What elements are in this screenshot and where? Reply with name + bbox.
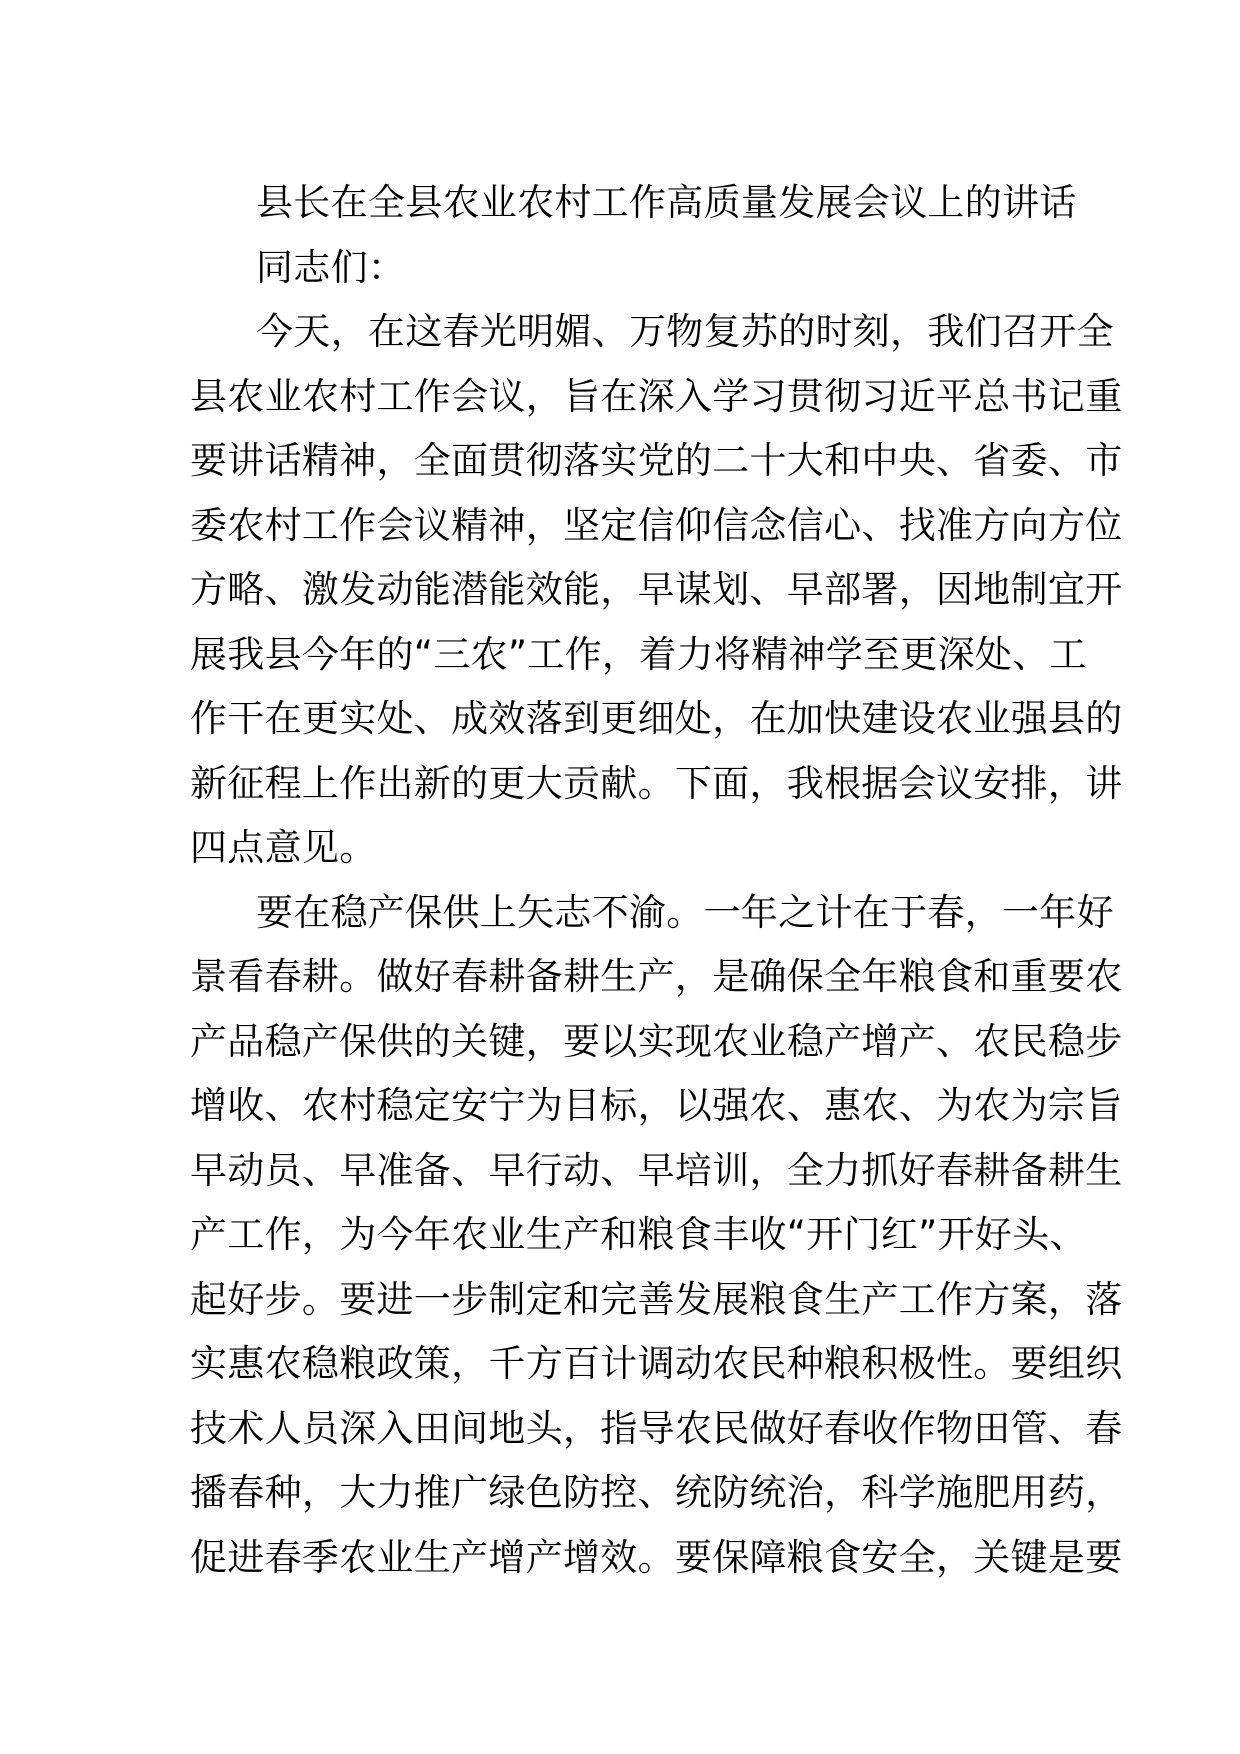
paragraph-line: 展我县今年的“三农”工作，着力将精神学至更深处、工 — [190, 632, 1087, 676]
paragraph-line: 技术人员深入田间地头，指导农民做好春收作物田管、春 — [190, 1406, 1123, 1450]
paragraph-line: 新征程上作出新的更大贡献。下面，我根据会议安排，讲 — [190, 761, 1123, 805]
paragraph-line: 早动员、早准备、早行动、早培训，全力抓好春耕备耕生 — [190, 1148, 1123, 1192]
document-title: 县长在全县农业农村工作高质量发展会议上的讲话 — [256, 181, 1077, 224]
paragraph-line: 起好步。要进一步制定和完善发展粮食生产工作方案，落 — [190, 1277, 1123, 1321]
paragraph-line: 播春种，大力推广绿色防控、统防统治，科学施肥用药， — [190, 1471, 1123, 1514]
document-body — [190, 171, 1123, 1590]
paragraph-stable-production — [190, 881, 1123, 1591]
paragraph-line: 促进春季农业生产增产增效。要保障粮食安全，关键是要 — [190, 1535, 1123, 1579]
paragraph-line: 产工作，为今年农业生产和粮食丰收“开门红”开好头、 — [190, 1213, 1087, 1256]
paragraph-line: 今天，在这春光明媚、万物复苏的时刻，我们召开全 — [256, 310, 1114, 353]
paragraph-line: 县农业农村工作会议，旨在深入学习贯彻习近平总书记重 — [190, 374, 1123, 418]
paragraph-line: 要在稳产保供上矢志不渝。一年之计在于春，一年好 — [256, 890, 1114, 934]
paragraph-line: 增收、农村稳定安宁为目标，以强农、惠农、为农为宗旨 — [190, 1084, 1123, 1127]
paragraph-line: 景看春耕。做好春耕备耕生产，是确保全年粮食和重要农 — [190, 955, 1123, 998]
paragraph-line: 方略、激发动能潜能效能，早谋划、早部署，因地制宜开 — [190, 568, 1123, 611]
paragraph-line: 四点意见。 — [190, 826, 377, 869]
paragraph-line: 委农村工作会议精神，坚定信仰信念信心、找准方向方位 — [190, 503, 1123, 547]
paragraph-line: 作干在更实处、成效落到更细处，在加快建设农业强县的 — [190, 697, 1123, 740]
paragraph-line: 实惠农稳粮政策，千方百计调动农民种粮积极性。要组织 — [190, 1342, 1123, 1385]
paragraph-line: 要讲话精神，全面贯彻落实党的二十大和中央、省委、市 — [190, 439, 1123, 482]
paragraph-line: 产品稳产保供的关键，要以实现农业稳产增产、农民稳步 — [190, 1019, 1123, 1063]
paragraph-opening — [190, 300, 1123, 881]
salutation: 同志们： — [256, 245, 406, 289]
